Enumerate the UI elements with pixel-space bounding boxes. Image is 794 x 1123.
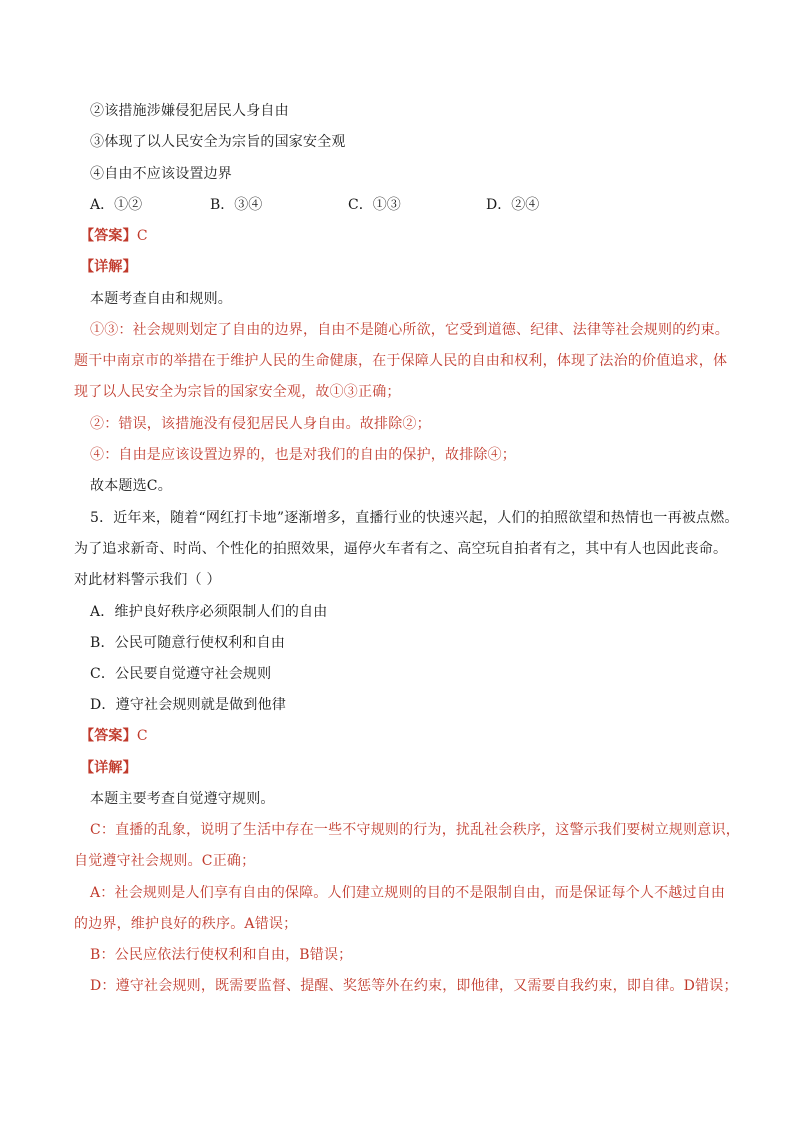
q5-analysis-line: 自觉遵守社会规则。C正确； bbox=[74, 853, 256, 869]
q5-analysis-line: C：直播的乱象，说明了生活中存在一些不守规则的行为，扰乱社会秩序，这警示我们要树立规则意识， bbox=[90, 822, 740, 838]
q5-detail-tag: 【详解】 bbox=[80, 760, 137, 776]
q5-intro: 本题主要考查自觉遵守规则。 bbox=[90, 791, 275, 807]
q5-analysis-line: 的边界，维护良好的秩序。A错误； bbox=[74, 916, 298, 932]
statement-3: ③体现了以人民安全为宗旨的国家安全观 bbox=[90, 134, 346, 150]
q5-analysis-line: D：遵守社会规则，既需要监督、提醒、奖惩等外在约束，即他律，又需要自我约束，即自律。D错误； bbox=[90, 978, 738, 994]
q4-answer bbox=[80, 228, 148, 244]
q4-option-a: A．①② bbox=[90, 197, 143, 213]
q4-analysis-line: ①③：社会规则划定了自由的边界，自由不是随心所欲，它受到道德、纪律、法律等社会规则的约束。 bbox=[90, 322, 729, 338]
q5-stem-line: 5．近年来，随着“网红打卡地”逐渐增多，直播行业的快速兴起，人们的拍照欲望和热情也一再被点燃。 bbox=[90, 510, 739, 526]
q4-conclusion: 故本题选C。 bbox=[90, 478, 172, 494]
answer-tag: 【答案】 bbox=[80, 728, 137, 744]
q5-answer bbox=[80, 728, 148, 744]
q4-detail-tag: 【详解】 bbox=[80, 259, 137, 275]
answer-tag: 【答案】 bbox=[80, 228, 137, 244]
q5-option-a: A．维护良好秩序必须限制人们的自由 bbox=[90, 604, 328, 620]
q4-option-d: D．②④ bbox=[486, 197, 540, 213]
q5-analysis-line: B：公民应依法行使权利和自由，B错误； bbox=[90, 947, 353, 963]
q4-option-b: B．③④ bbox=[210, 197, 263, 213]
statement-2: ②该措施涉嫌侵犯居民人身自由 bbox=[90, 103, 289, 119]
q5-analysis-line: A：社会规则是人们享有自由的保障。人们建立规则的目的不是限制自由，而是保证每个人不越过自由 bbox=[90, 885, 726, 901]
q4-analysis-line: ②：错误，该措施没有侵犯居民人身自由。故排除②； bbox=[90, 416, 431, 432]
answer-value: C bbox=[136, 728, 148, 744]
q5-option-b: B．公民可随意行使权利和自由 bbox=[90, 635, 286, 651]
q5-stem-line: 为了追求新奇、时尚、个性化的拍照效果，逼停火车者有之、高空玩自拍者有之，其中有人也因此丧命。 bbox=[74, 541, 728, 557]
statement-4: ④自由不应该设置边界 bbox=[90, 166, 232, 182]
q5-option-d: D．遵守社会规则就是做到他律 bbox=[90, 697, 287, 713]
q4-analysis-line: 题干中南京市的举措在于维护人民的生命健康，在于保障人民的自由和权利，体现了法治的价值追求，体 bbox=[74, 353, 728, 369]
q4-option-c: C．①③ bbox=[348, 197, 401, 213]
q4-intro: 本题考查自由和规则。 bbox=[90, 291, 232, 307]
q4-analysis-line: 现了以人民安全为宗旨的国家安全观，故①③正确； bbox=[74, 384, 401, 400]
q5-option-c: C．公民要自觉遵守社会规则 bbox=[90, 666, 272, 682]
answer-value: C bbox=[136, 228, 148, 244]
q4-analysis-line: ④：自由是应该设置边界的，也是对我们的自由的保护，故排除④； bbox=[90, 447, 516, 463]
q5-stem-line: 对此材料警示我们（ ） bbox=[74, 572, 221, 588]
